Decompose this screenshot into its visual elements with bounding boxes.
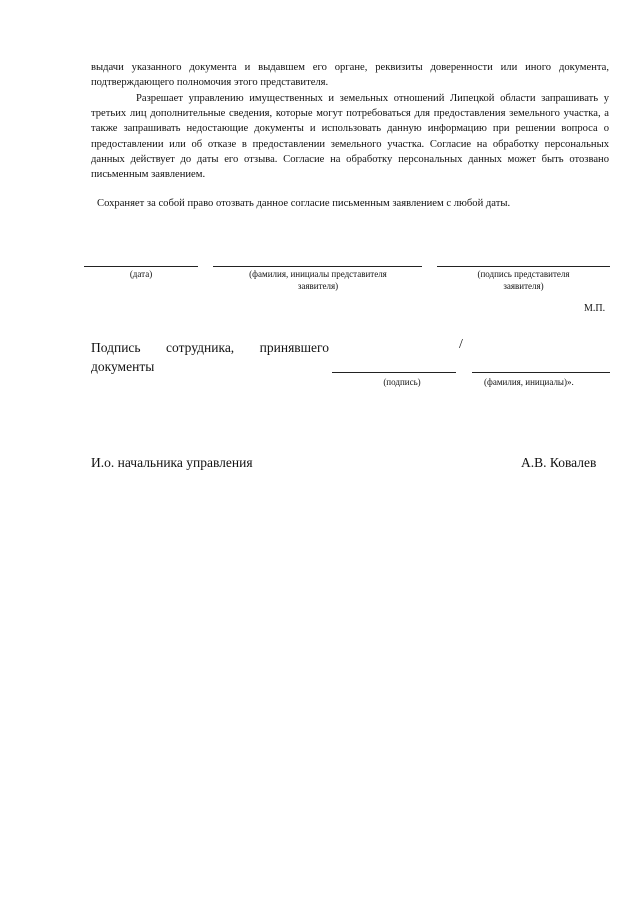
- employee-signature-label: [91, 338, 329, 376]
- employee-signature-line: [332, 372, 456, 373]
- signatory-name: А.В. Ковалев: [521, 455, 597, 470]
- employee-name-caption: (фамилия, инициалы)».: [484, 377, 574, 387]
- paragraph-continuation: выдачи указанного документа и выдавшем его органе, реквизиты доверенности или иного документа, подтверждающего полномочия этого представителя.: [91, 62, 609, 89]
- date-caption: (дата): [129, 269, 153, 279]
- applicant-name-line: [213, 266, 422, 267]
- employee-signature-caption: (подпись): [383, 377, 421, 387]
- date-line: [84, 266, 198, 267]
- employee-label-line1: Подпись сотрудника, принявшего: [91, 340, 329, 355]
- signatory-position: И.о. начальника управления: [91, 455, 253, 470]
- paragraph-revocation: Сохраняет за собой право отозвать данное согласие письменным заявлением с любой даты.: [97, 198, 511, 209]
- applicant-name-caption: (фамилия, инициалы представителя заявителя): [249, 269, 387, 291]
- paragraph-permission: Разрешает управлению имущественных и земельных отношений Липецкой области запрашивать у третьих лиц дополнительные сведения, которые могут потребоваться для предоставления земельного участка, а также запрашивать недостающие документы и использовать данную информацию при решении вопроса о предоставлении или об отказе в предоставлении земельного участка. Согласие на обработку персональных данных действует до даты его отзыва. Согласие на обработку персональных данных может быть отозвано письменным заявлением.: [91, 93, 609, 181]
- signature-separator: /: [459, 337, 463, 352]
- stamp-place: М.П.: [584, 303, 606, 314]
- employee-label-line2: документы: [91, 359, 155, 374]
- applicant-signature-line: [437, 266, 610, 267]
- employee-name-line: [472, 372, 610, 373]
- applicant-signature-caption: (подпись представителя заявителя): [477, 269, 570, 291]
